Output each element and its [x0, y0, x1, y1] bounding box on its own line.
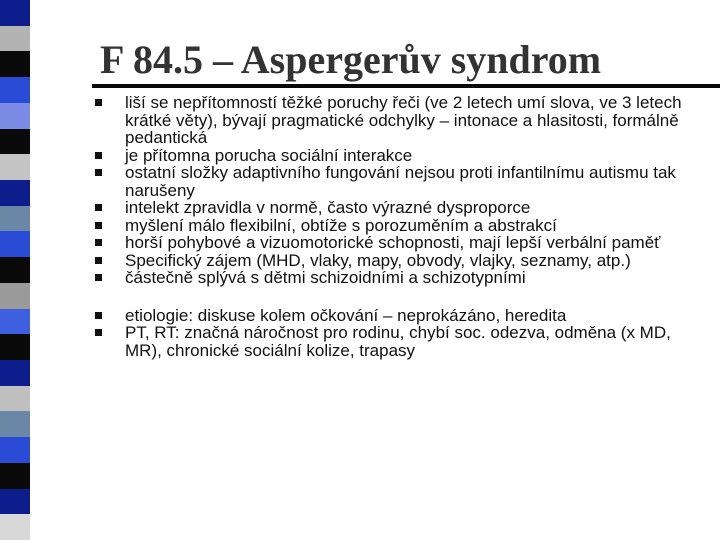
bullet-item: [95, 94, 710, 147]
decorative-stripe: [0, 0, 30, 540]
bullet-square-icon: [95, 169, 102, 176]
bullet-square-icon: [95, 257, 102, 264]
bullet-text: částečně splývá s dětmi schizoidními a schizotypními: [125, 268, 526, 287]
bullet-square-icon: [95, 99, 102, 106]
bullet-text: etiologie: diskuse kolem očkování – neprokázáno, heredita: [125, 305, 567, 325]
stripe-block: [0, 463, 30, 489]
stripe-block: [0, 360, 30, 386]
bullet-square-icon: [95, 312, 102, 319]
bullet-item: [95, 147, 710, 165]
stripe-block: [0, 309, 30, 335]
stripe-block: [0, 283, 30, 309]
bullet-item: [95, 217, 710, 235]
stripe-block: [0, 334, 30, 360]
bullet-item: [95, 164, 710, 199]
bullet-item: [95, 324, 710, 359]
bullet-text: PT, RT: značná náročnost pro rodinu, chybí soc. odezva, odměna (x MD, MR), chronické sociální kolize, trapasy: [125, 323, 671, 360]
stripe-block: [0, 489, 30, 515]
bullet-item: [95, 252, 710, 270]
bullet-list: [95, 94, 710, 359]
stripe-block: [0, 257, 30, 283]
bullet-text: myšlení málo flexibilní, obtíže s porozuměním a abstrakcí: [125, 215, 557, 235]
bullet-text: intelekt zpravidla v normě, často výrazné dysproporce: [125, 198, 531, 217]
bullet-square-icon: [95, 152, 102, 159]
bullet-item: [95, 199, 710, 217]
stripe-block: [0, 154, 30, 180]
bullet-text: je přítomna porucha sociální interakce: [125, 145, 413, 165]
stripe-block: [0, 129, 30, 155]
stripe-block: [0, 51, 30, 77]
stripe-block: [0, 411, 30, 437]
stripe-block: [0, 514, 30, 540]
title-underline: [92, 84, 720, 88]
stripe-block: [0, 180, 30, 206]
bullet-square-icon: [95, 239, 102, 246]
bullet-square-icon: [95, 274, 102, 281]
bullet-square-icon: [95, 329, 102, 336]
stripe-block: [0, 386, 30, 412]
stripe-block: [0, 103, 30, 129]
stripe-block: [0, 77, 30, 103]
bullet-square-icon: [95, 204, 102, 211]
bullet-item: [95, 307, 710, 325]
stripe-block: [0, 437, 30, 463]
slide-title: F 84.5 – Aspergerův syndrom: [100, 37, 602, 82]
bullet-text: Specifický zájem (MHD, vlaky, mapy, obvody, vlajky, seznamy, atp.): [125, 250, 631, 270]
stripe-block: [0, 26, 30, 52]
bullet-text: ostatní složky adaptivního fungování nejsou proti infantilnímu autismu tak narušeny: [125, 163, 676, 200]
bullet-item: [95, 269, 710, 287]
bullet-square-icon: [95, 222, 102, 229]
bullet-text: liší se nepřítomností těžké poruchy řeči (ve 2 letech umí slova, ve 3 letech krátké věty), bývají pragmatické odchylky – intonace a hlasitosti, formálně pedantická: [125, 93, 682, 147]
bullet-text: horší pohybové a vizuomotorické schopnosti, mají lepší verbální paměť: [125, 233, 661, 252]
stripe-block: [0, 0, 30, 26]
bullet-item: [95, 234, 710, 252]
stripe-block: [0, 206, 30, 232]
stripe-block: [0, 231, 30, 257]
